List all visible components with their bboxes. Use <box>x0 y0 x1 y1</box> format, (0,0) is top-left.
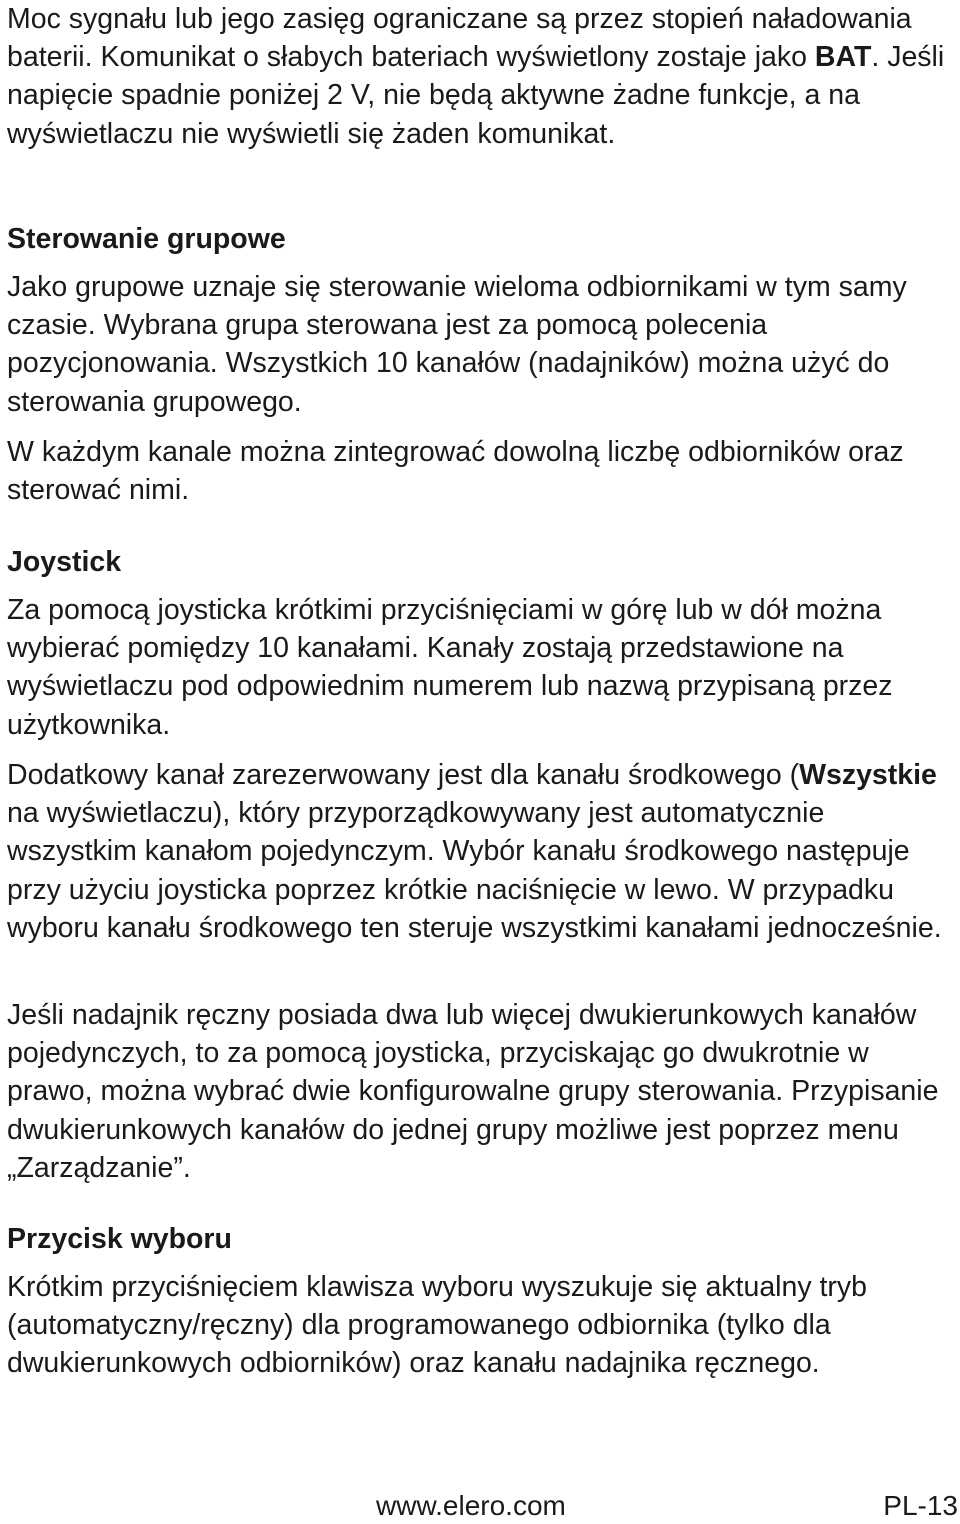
intro-paragraph <box>7 0 960 153</box>
group-control-paragraph-1: Jako grupowe uznaje się sterowanie wieloma odbiornikami w tym samy czasie. Wybrana grupa sterowana jest za pomocą polecenia pozycjonowania. Wszystkich 10 kanałów (nadajników) można użyć do sterowania grupowego. <box>7 271 907 418</box>
joystick-paragraph-2 <box>7 756 960 947</box>
page-footer <box>0 1488 960 1524</box>
select-button-heading: Przycisk wyboru <box>7 1223 232 1255</box>
joystick-heading: Joystick <box>7 546 122 578</box>
group-control-paragraph-2: W każdym kanale można zintegrować dowolną liczbę odbiorników oraz sterować nimi. <box>7 436 904 507</box>
bat-label: BAT <box>814 41 872 74</box>
intro-text-2: . Jeśli napięcie spadnie poniżej 2 V, nie będą aktywne żadne funkcje, a na wyświetlaczu nie wyświetli się żaden komunikat. <box>7 41 945 150</box>
joystick-paragraph-1: Za pomocą joysticka krótkimi przyciśnięciami w górę lub w dół można wybierać pomiędzy 10 kanałami. Kanały zostają przedstawione na wyświetlaczu pod odpowiednim numerem lub nazwą przypisaną przez użytkownika. <box>7 594 893 741</box>
group-control-heading: Sterowanie grupowe <box>7 223 286 255</box>
joystick-paragraph-2-text-a: Dodatkowy kanał zarezerwowany jest dla kanału środkowego ( <box>7 759 800 791</box>
all-channels-label: Wszystkie <box>799 759 937 791</box>
select-button-paragraph: Krótkim przyciśnięciem klawisza wyboru wyszukuje się aktualny tryb (automatyczny/ręczny) dla programowanego odbiornika (tylko dla dwukierunkowych odbiorników) oraz kanału nadajnika ręcznego. <box>7 1271 868 1380</box>
intro-text-1: Moc sygnału lub jego zasięg ograniczane są przez stopień naładowania baterii. Komunikat o słabych bateriach wyświetlony zostaje jako <box>7 3 912 74</box>
page-number: PL-13 <box>883 1490 958 1521</box>
joystick-paragraph-2-text-c: na wyświetlaczu), który przyporządkowywany jest automatycznie wszystkim kanałom pojedynczym. Wybór kanału środkowego następuje przy użyciu joysticka poprzez krótkie naciśnięcie w lewo. W przypadku wyboru kanału środkowego ten steruje wszystkimi kanałami jednocześnie. <box>7 797 942 944</box>
joystick-paragraph-3: Jeśli nadajnik ręczny posiada dwa lub więcej dwukierunkowych kanałów pojedynczych, to za pomocą joysticka, przyciskając go dwukrotnie w prawo, można wybrać dwie konfigurowalne grupy sterowania. Przypisanie dwukierunkowych kanałów do jednej grupy możliwe jest poprzez menu „Zarządzanie”. <box>7 999 939 1184</box>
footer-website-link[interactable]: www.elero.com <box>376 1490 566 1521</box>
